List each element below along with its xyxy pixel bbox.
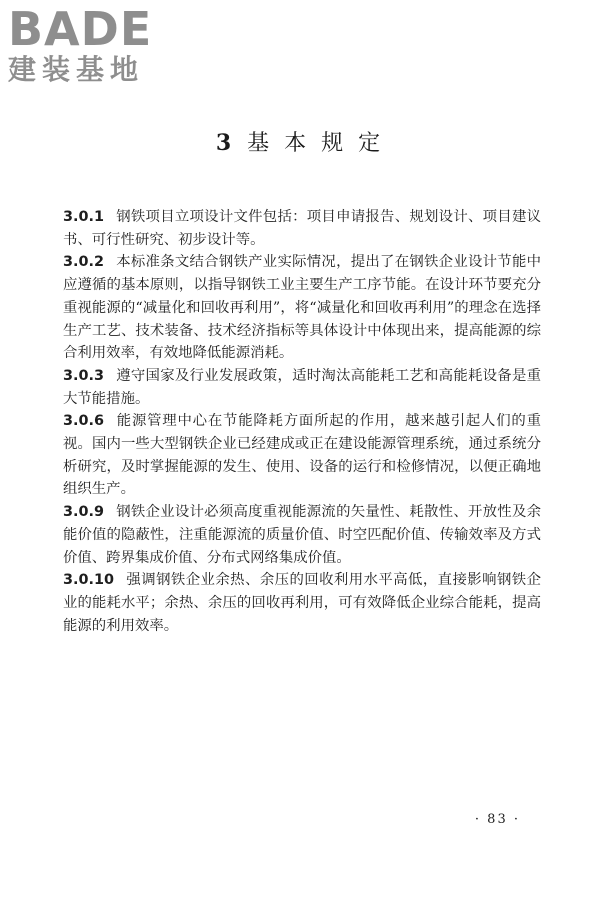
clause-3-0-3 — [63, 365, 541, 410]
clause-text: 遵守国家及行业发展政策，适时淘汰高能耗工艺和高能耗设备是重大节能措施。 — [63, 367, 541, 407]
clause-3-0-10 — [63, 569, 541, 637]
page-number: · 83 · — [474, 812, 520, 827]
clause-text: 能源管理中心在节能降耗方面所起的作用，越来越引起人们的重视。国内一些大型钢铁企业已经建成或正在建设能源管理系统，通过系统分析研究，及时掌握能源的发生、使用、设备的运行和检修情况，以便正确地组织生产。 — [63, 413, 541, 498]
logo-wordmark: BADE — [8, 2, 153, 56]
clause-text: 强调钢铁企业余热、余压的回收利用水平高低，直接影响钢铁企业的能耗水平；余热、余压的回收再利用，可有效降低企业综合能耗，提高能源的利用效率。 — [63, 572, 541, 634]
clause-3-0-6 — [63, 410, 541, 501]
clause-number: 3.0.2 — [63, 254, 104, 271]
clause-3-0-2 — [63, 251, 541, 365]
clause-number: 3.0.3 — [63, 367, 104, 384]
chapter-number: 3 — [215, 130, 236, 156]
clause-3-0-1 — [63, 206, 541, 251]
clause-text: 钢铁企业设计必须高度重视能源流的矢量性、耗散性、开放性及余能价值的隐蔽性，注重能源流的质量价值、时空匹配价值、传输效率及方式价值、跨界集成价值、分布式网络集成价值。 — [63, 504, 541, 566]
clause-number: 3.0.10 — [63, 572, 114, 589]
chapter-title — [0, 128, 600, 159]
clause-list — [63, 206, 541, 637]
chapter-title-text: 基 本 规 定 — [247, 131, 385, 156]
clause-3-0-9 — [63, 501, 541, 569]
clause-text: 钢铁项目立项设计文件包括：项目申请报告、规划设计、项目建议书、可行性研究、初步设计等。 — [63, 209, 541, 248]
clause-text: 本标准条文结合钢铁产业实际情况，提出了在钢铁企业设计节能中应遵循的基本原则，以指导钢铁工业主要生产工序节能。在设计环节要充分重视能源的“减量化和回收再利用”，将“减量化和回收再利用”的理念在选择生产工艺、技术装备、技术经济指标等具体设计中体现出来，提高能源的综合利用效率，有效地降低能源消耗。 — [63, 254, 541, 362]
clause-number: 3.0.1 — [63, 209, 104, 225]
clause-number: 3.0.9 — [63, 504, 104, 521]
logo — [8, 4, 178, 90]
clause-number: 3.0.6 — [63, 413, 104, 430]
logo-subtitle: 建装基地 — [8, 53, 145, 86]
